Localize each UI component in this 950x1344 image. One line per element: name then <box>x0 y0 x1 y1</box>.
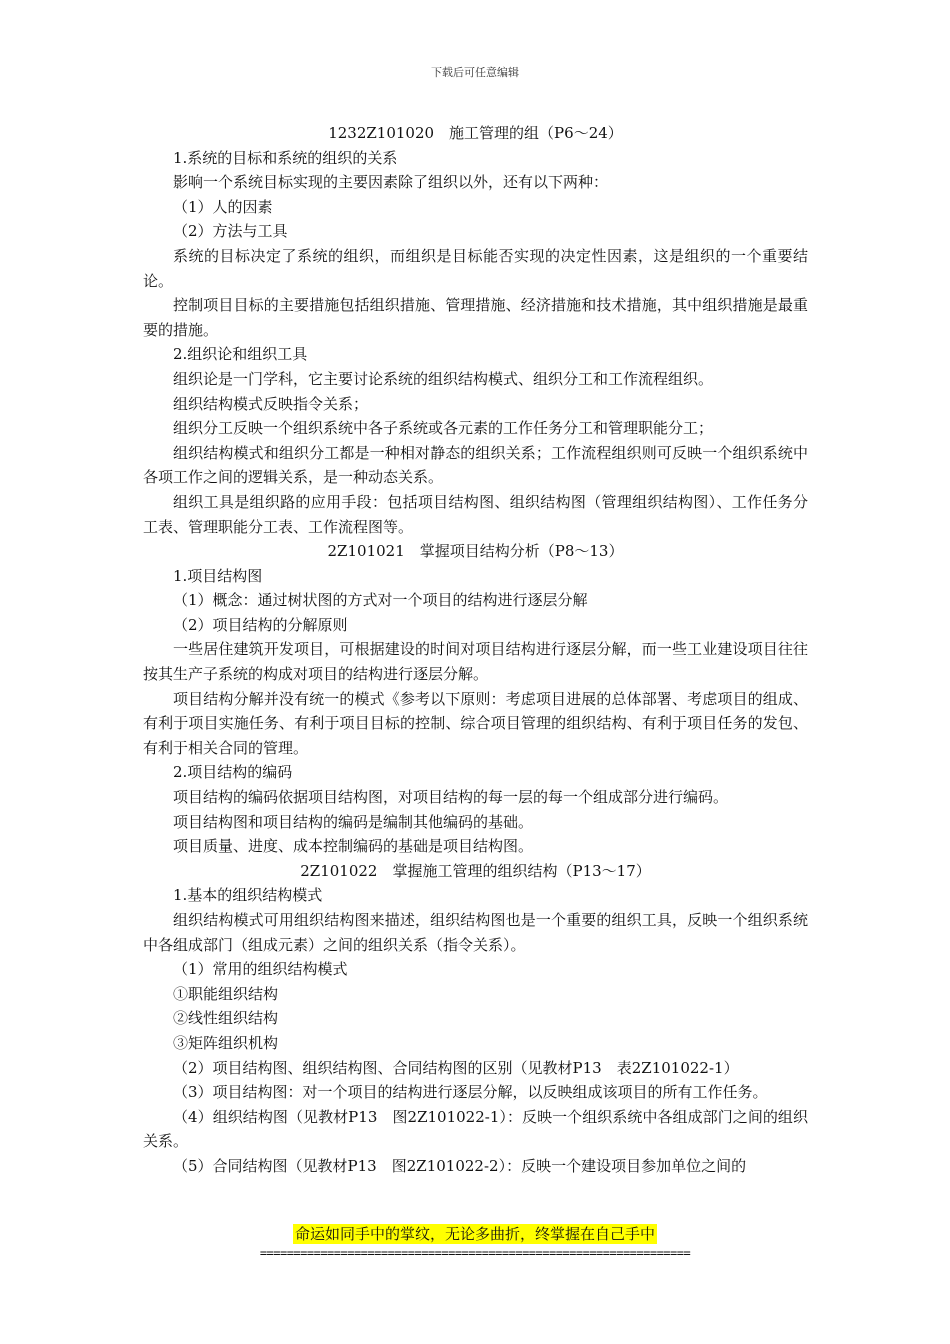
paragraph: 项目结构图和项目结构的编码是编制其他编码的基础。 <box>173 812 534 831</box>
paragraph: 1.基本的组织结构模式 <box>173 886 323 905</box>
paragraph: （4）组织结构图（见教材P13 图2Z101022-1）：反映一个组织系统中各组成部门之间的组织关系。 <box>143 1107 808 1151</box>
document-body <box>143 121 808 1179</box>
paragraph: 系统的目标决定了系统的组织，而组织是目标能否实现的决定性因素，这是组织的一个重要结论。 <box>143 246 808 290</box>
paragraph: （1）常用的组织结构模式 <box>173 960 348 979</box>
paragraph: （5）合同结构图（见教材P13 图2Z101022-2）：反映一个建设项目参加单位之间的 <box>173 1156 747 1175</box>
highlighted-motto: 命运如同手中的掌纹，无论多曲折，终掌握在自己手中 <box>294 1225 655 1243</box>
paragraph: 一些居住建筑开发项目，可根据建设的时间对项目结构进行逐层分解，而一些工业建设项目往往按其生产子系统的构成对项目的结构进行逐层分解。 <box>143 640 808 684</box>
paragraph: 组织分工反映一个组织系统中各子系统或各元素的工作任务分工和管理职能分工； <box>173 419 714 438</box>
paragraph: ②线性组织结构 <box>173 1009 279 1028</box>
paragraph: 项目结构的编码依据项目结构图，对项目结构的每一层的每一个组成部分进行编码。 <box>173 788 729 807</box>
paragraph: ①职能组织结构 <box>173 984 279 1003</box>
paragraph: 组织结构模式可用组织结构图来描述，组织结构图也是一个重要的组织工具，反映一个组织系统中各组成部门（组成元素）之间的组织关系（指令关系）。 <box>143 911 808 954</box>
paragraph: 2.项目结构的编码 <box>173 763 293 782</box>
paragraph: 1.项目结构图 <box>173 566 263 585</box>
section-heading: 2Z101021 掌握项目结构分析（P8～13） <box>327 542 624 561</box>
paragraph: （2）项目结构图、组织结构图、合同结构图的区别（见教材P13 表2Z101022-1） <box>173 1058 739 1077</box>
paragraph: 影响一个系统目标实现的主要因素除了组织以外，还有以下两种： <box>173 173 609 192</box>
paragraph: 组织结构模式和组织分工都是一种相对静态的组织关系；工作流程组织则可反映一个组织系统中各项工作之间的逻辑关系，是一种动态关系。 <box>143 443 808 487</box>
footer-motto <box>0 1222 950 1246</box>
paragraph: （1）人的因素 <box>173 197 273 216</box>
section-heading: 1232Z101020 施工管理的组（P6～24） <box>328 124 623 142</box>
section-heading: 2Z101022 掌握施工管理的组织结构（P13～17） <box>300 861 651 880</box>
paragraph: 2.组织论和组织工具 <box>173 345 308 364</box>
paragraph: （3）项目结构图：对一个项目的结构进行逐层分解，以反映组成该项目的所有工作任务。 <box>173 1083 768 1102</box>
paragraph: ③矩阵组织机构 <box>173 1033 279 1052</box>
paragraph: 项目质量、进度、成本控制编码的基础是项目结构图。 <box>173 837 534 856</box>
header-note: 下载后可任意编辑 <box>431 66 519 79</box>
footer-divider: ================================================================ <box>259 1246 691 1260</box>
paragraph: （2）项目结构的分解原则 <box>173 615 348 634</box>
paragraph: （2）方法与工具 <box>173 222 288 241</box>
paragraph: 组织工具是组织路的应用手段：包括项目结构图、组织结构图（管理组织结构图）、工作任务分工表、管理职能分工表、工作流程图等。 <box>143 492 808 536</box>
paragraph: 控制项目目标的主要措施包括组织措施、管理措施、经济措施和技术措施，其中组织措施是最重要的措施。 <box>143 296 808 339</box>
paragraph: 1.系统的目标和系统的组织的关系 <box>173 148 398 167</box>
paragraph: 组织结构模式反映指令关系； <box>173 394 369 413</box>
paragraph: （1）概念：通过树状图的方式对一个项目的结构进行逐层分解 <box>173 591 588 610</box>
paragraph: 组织论是一门学科，它主要讨论系统的组织结构模式、组织分工和工作流程组织。 <box>173 369 714 388</box>
paragraph: 项目结构分解并没有统一的模式《参考以下原则：考虑项目进展的总体部署、考虑项目的组成、有利于项目实施任务、有利于项目目标的控制、综合项目管理的组织结构、有利于项目任务的发包、有利于相关合同的管理。 <box>143 689 808 757</box>
